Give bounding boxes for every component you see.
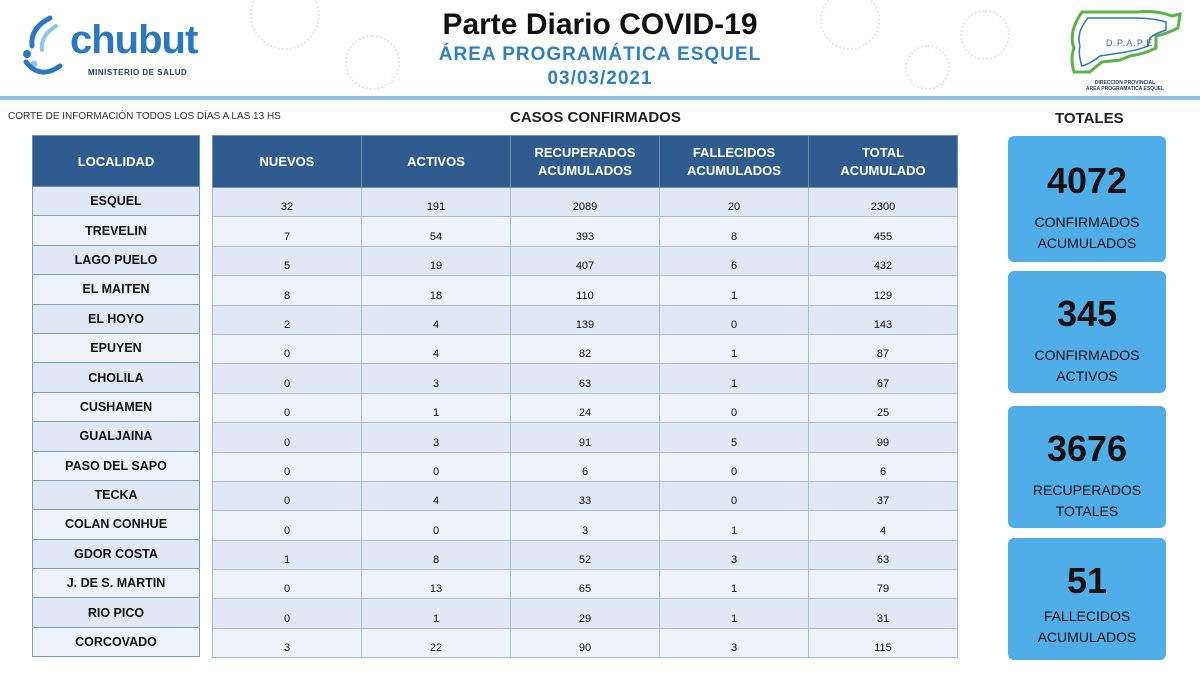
total-label: ACUMULADOS	[1037, 629, 1137, 645]
table-cell: 79	[809, 570, 958, 599]
table-body	[213, 188, 958, 658]
table-cell: 63	[809, 540, 958, 569]
total-label: FALLECIDOS	[1043, 608, 1131, 624]
table-cell: 13	[362, 570, 511, 599]
location-name: GDOR COSTA	[32, 540, 200, 569]
total-label: TOTALES	[1055, 503, 1119, 519]
table-row	[213, 217, 958, 246]
table-cell: 0	[660, 393, 809, 422]
table-cell: 87	[809, 334, 958, 363]
section-title: CASOS CONFIRMADOS	[510, 109, 681, 126]
table-cell: 2300	[809, 188, 958, 217]
column-header: RECUPERADOS ACUMULADOS	[511, 136, 660, 188]
table-cell: 3	[362, 364, 511, 393]
table-cell: 52	[511, 540, 660, 569]
table-cell: 5	[213, 246, 362, 275]
header	[0, 0, 1200, 100]
total-label: CONFIRMADOS	[1034, 347, 1140, 363]
location-name: LAGO PUELO	[32, 246, 200, 275]
table-cell: 129	[809, 276, 958, 305]
table-row	[213, 540, 958, 569]
table-cell: 1	[213, 540, 362, 569]
table-cell: 54	[362, 217, 511, 246]
logo-abbreviation: D.P.A.P.E.	[1106, 38, 1157, 48]
table-cell: 432	[809, 246, 958, 275]
table-cell: 8	[362, 540, 511, 569]
brand-name: chubut	[70, 18, 198, 62]
location-name: EPUYEN	[32, 334, 200, 363]
table-cell: 0	[213, 334, 362, 363]
table-row	[213, 570, 958, 599]
table-cell: 25	[809, 393, 958, 422]
column-header: TOTAL ACUMULADO	[809, 136, 958, 188]
table-cell: 3	[660, 628, 809, 657]
table-row	[213, 628, 958, 657]
table-cell: 5	[660, 423, 809, 452]
total-label: ACUMULADOS	[1037, 235, 1137, 251]
location-name: COLAN CONHUE	[32, 510, 200, 539]
cutoff-note: CORTE DE INFORMACIÓN TODOS LOS DÍAS A LAS 13 HS	[8, 111, 281, 122]
table-cell: 19	[362, 246, 511, 275]
column-header: FALLECIDOS ACUMULADOS	[660, 136, 809, 188]
table-row	[213, 511, 958, 540]
page-title: Parte Diario COVID-19	[442, 8, 758, 41]
table-cell: 4	[362, 481, 511, 510]
location-name: EL HOYO	[32, 305, 200, 334]
table-row	[213, 423, 958, 452]
ministry-name: MINISTERIO DE SALUD	[88, 68, 188, 77]
table-cell: 1	[660, 364, 809, 393]
table-cell: 115	[809, 628, 958, 657]
table-row	[213, 276, 958, 305]
table-header-row	[213, 136, 958, 188]
location-header: LOCALIDAD	[32, 135, 200, 187]
report-date: 03/03/2021	[547, 68, 653, 89]
logo-org-name: DIRECCION PROVINCIAL AREA PROGRAMATICA ESQUEL	[1085, 80, 1165, 92]
table-cell: 1	[660, 511, 809, 540]
table-cell: 4	[362, 305, 511, 334]
table-cell: 91	[511, 423, 660, 452]
column-header: NUEVOS	[213, 136, 362, 188]
table-cell: 3	[362, 423, 511, 452]
total-value: 51	[1066, 560, 1108, 601]
table-cell: 0	[660, 305, 809, 334]
location-name: EL MAITEN	[32, 275, 200, 304]
table-row	[213, 334, 958, 363]
table-cell: 191	[362, 188, 511, 217]
table-row	[213, 481, 958, 510]
total-label: ACTIVOS	[1056, 368, 1118, 384]
table-cell: 139	[511, 305, 660, 334]
table-cell: 29	[511, 599, 660, 628]
table-cell: 110	[511, 276, 660, 305]
total-card	[1008, 136, 1166, 262]
table-cell: 8	[660, 217, 809, 246]
table-cell: 3	[213, 628, 362, 657]
location-name: ESQUEL	[32, 187, 200, 216]
location-name: RIO PICO	[32, 598, 200, 627]
table-cell: 0	[660, 452, 809, 481]
location-name: CUSHAMEN	[32, 393, 200, 422]
total-card	[1008, 538, 1166, 660]
location-name: GUALJAINA	[32, 422, 200, 451]
table-cell: 67	[809, 364, 958, 393]
table-cell: 6	[660, 246, 809, 275]
table-row	[213, 452, 958, 481]
table-cell: 6	[809, 452, 958, 481]
table-cell: 0	[362, 452, 511, 481]
table-cell: 6	[511, 452, 660, 481]
location-name: CORCOVADO	[32, 628, 200, 657]
table-cell: 0	[213, 481, 362, 510]
table-cell: 18	[362, 276, 511, 305]
table-cell: 3	[511, 511, 660, 540]
table-cell: 4	[362, 334, 511, 363]
location-column	[32, 135, 200, 657]
cases-table	[212, 135, 958, 658]
table-cell: 143	[809, 305, 958, 334]
total-label: CONFIRMADOS	[1034, 214, 1140, 230]
table-row	[213, 246, 958, 275]
table-row	[213, 188, 958, 217]
table-cell: 1	[660, 334, 809, 363]
totals-title: TOTALES	[1055, 110, 1124, 127]
table-cell: 1	[362, 599, 511, 628]
table-cell: 99	[809, 423, 958, 452]
table-cell: 90	[511, 628, 660, 657]
table-cell: 82	[511, 334, 660, 363]
total-value: 4072	[1046, 160, 1128, 201]
table-cell: 32	[213, 188, 362, 217]
table-cell: 65	[511, 570, 660, 599]
table-cell: 4	[809, 511, 958, 540]
location-name: J. DE S. MARTIN	[32, 569, 200, 598]
table-cell: 0	[213, 452, 362, 481]
location-name: TECKA	[32, 481, 200, 510]
total-value: 3676	[1046, 428, 1128, 469]
table-row	[213, 364, 958, 393]
area-title: ÁREA PROGRAMÁTICA ESQUEL	[438, 44, 762, 65]
table-cell: 20	[660, 188, 809, 217]
table-cell: 1	[660, 276, 809, 305]
dpape-logo	[1060, 8, 1190, 93]
table-cell: 0	[213, 599, 362, 628]
table-cell: 407	[511, 246, 660, 275]
table-cell: 0	[213, 364, 362, 393]
table-cell: 0	[660, 481, 809, 510]
location-name: PASO DEL SAPO	[32, 452, 200, 481]
table-cell: 455	[809, 217, 958, 246]
table-cell: 37	[809, 481, 958, 510]
total-card	[1008, 406, 1166, 528]
table-row	[213, 305, 958, 334]
total-label: RECUPERADOS	[1032, 482, 1142, 498]
table-cell: 2	[213, 305, 362, 334]
table-cell: 7	[213, 217, 362, 246]
table-cell: 0	[362, 511, 511, 540]
total-value: 345	[1056, 293, 1118, 334]
table-cell: 0	[213, 570, 362, 599]
table-cell: 1	[362, 393, 511, 422]
table-row	[213, 393, 958, 422]
column-header: ACTIVOS	[362, 136, 511, 188]
table-cell: 1	[660, 570, 809, 599]
location-name: CHOLILA	[32, 363, 200, 392]
table-cell: 33	[511, 481, 660, 510]
table-cell: 63	[511, 364, 660, 393]
table-cell: 1	[660, 599, 809, 628]
table-cell: 0	[213, 511, 362, 540]
table-cell: 31	[809, 599, 958, 628]
table-cell: 8	[213, 276, 362, 305]
table-cell: 393	[511, 217, 660, 246]
table-cell: 2089	[511, 188, 660, 217]
location-name: TREVELIN	[32, 216, 200, 245]
table-cell: 22	[362, 628, 511, 657]
table-cell: 0	[213, 393, 362, 422]
table-cell: 3	[660, 540, 809, 569]
table-cell: 24	[511, 393, 660, 422]
table-cell: 0	[213, 423, 362, 452]
total-card	[1008, 271, 1166, 393]
table-row	[213, 599, 958, 628]
